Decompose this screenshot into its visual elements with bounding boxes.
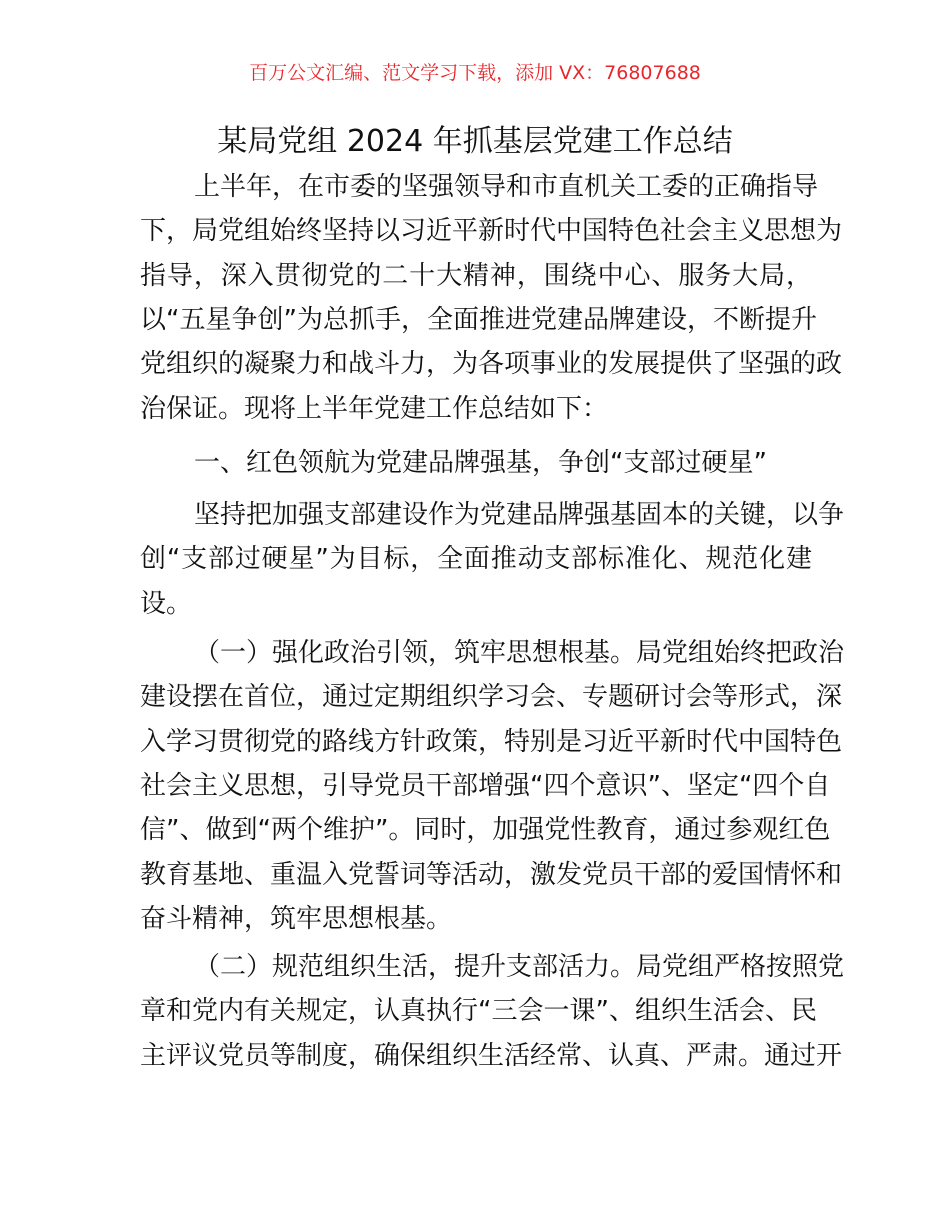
paragraph-line: 信”、做到“两个维护”。同时，加强党性教育，通过参观红色 bbox=[140, 815, 831, 846]
paragraph-line: 入学习贯彻党的路线方针政策，特别是习近平新时代中国特色 bbox=[140, 726, 843, 757]
paragraph-line: 党组织的凝聚力和战斗力，为各项事业的发展提供了坚强的政 bbox=[140, 349, 843, 380]
paragraph-line: 建设摆在首位，通过定期组织学习会、专题研讨会等形式，深 bbox=[140, 682, 843, 713]
paragraph-line: 创“支部过硬星”为目标，全面推动支部标准化、规范化建 bbox=[140, 544, 812, 575]
paragraph-line: 社会主义思想，引导党员干部增强“四个意识”、坚定“四个自 bbox=[140, 770, 831, 801]
paragraph-line: （二）规范组织生活，提升支部活力。局党组严格按照党 bbox=[194, 952, 845, 982]
paragraph-line: （一）强化政治引领，筑牢思想根基。局党组始终把政治 bbox=[194, 638, 845, 668]
paragraph-line: 主评议党员等制度，确保组织生活经常、认真、严肃。通过开 bbox=[140, 1040, 843, 1071]
paragraph-line: 设。 bbox=[140, 588, 193, 619]
paragraph-line: 教育基地、重温入党誓词等活动，激发党员干部的爱国情怀和 bbox=[140, 859, 843, 890]
paragraph-line: 上半年，在市委的坚强领导和市直机关工委的正确指导 bbox=[194, 172, 819, 202]
paragraph-line: 治保证。现将上半年党建工作总结如下： bbox=[140, 393, 609, 424]
paragraph-line: 下，局党组始终坚持以习近平新时代中国特色社会主义思想为 bbox=[140, 216, 843, 247]
document-title: 某局党组 2024 年抓基层党建工作总结 bbox=[217, 124, 733, 159]
paragraph-line: 章和党内有关规定，认真执行“三会一课”、组织生活会、民 bbox=[140, 996, 817, 1027]
watermark-header: 百万公文汇编、范文学习下载，添加 VX：76807688 bbox=[249, 62, 701, 84]
paragraph-line: 坚持把加强支部建设作为党建品牌强基固本的关键，以争 bbox=[194, 500, 845, 530]
paragraph-line: 奋斗精神，筑牢思想根基。 bbox=[140, 903, 453, 934]
section-heading: 一、红色领航为党建品牌强基，争创“支部过硬星” bbox=[194, 448, 767, 478]
paragraph-line: 以“五星争创”为总抓手，全面推进党建品牌建设，不断提升 bbox=[140, 304, 817, 335]
paragraph-line: 指导，深入贯彻党的二十大精神，围绕中心、服务大局， bbox=[140, 260, 812, 291]
